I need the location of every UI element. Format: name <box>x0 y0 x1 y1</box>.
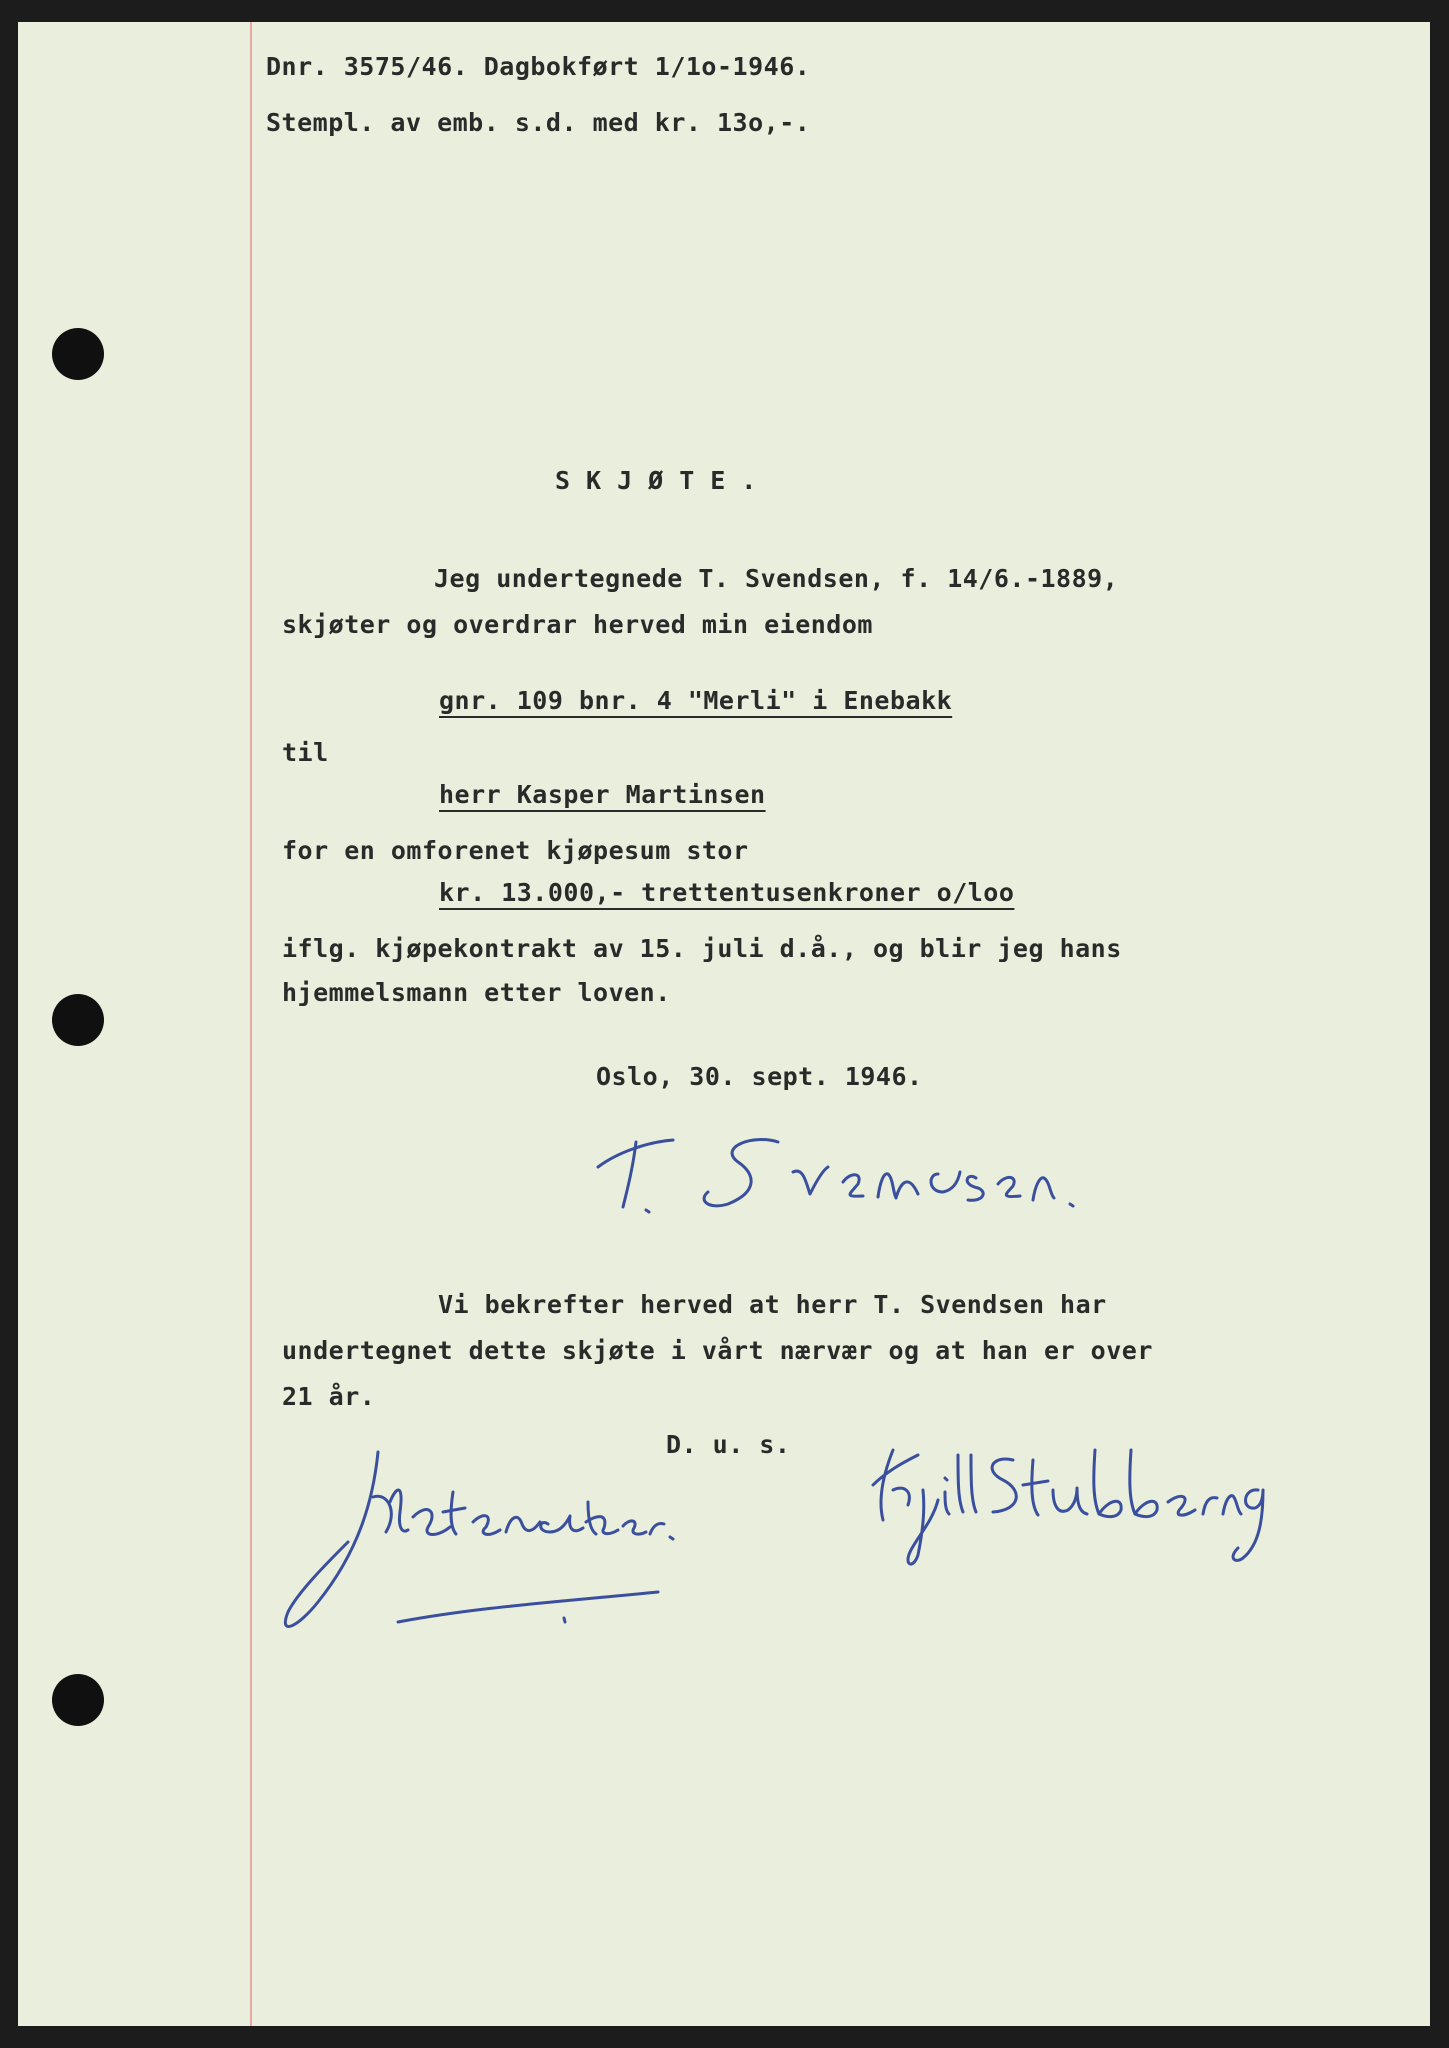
body-line: iflg. kjøpekontrakt av 15. juli d.å., og blir jeg hans <box>282 934 1122 963</box>
witness-line: 21 år. <box>282 1382 376 1411</box>
punch-hole-bottom <box>52 1674 104 1726</box>
punch-hole-middle <box>52 994 104 1046</box>
body-line: til <box>282 738 329 767</box>
body-line: skjøter og overdrar herved min eiendom <box>282 610 873 639</box>
seller-signature <box>588 1112 1108 1232</box>
witness-signature-right <box>863 1430 1263 1580</box>
witness-line: undertegnet dette skjøte i vårt nærvær og at han er over <box>282 1336 1153 1365</box>
stamp-duty-line: Stempl. av emb. s.d. med kr. 13o,-. <box>266 108 811 137</box>
witness-line: Vi bekrefter herved at herr T. Svendsen har <box>438 1290 1107 1319</box>
body-line: for en omforenet kjøpesum stor <box>282 836 749 865</box>
registration-line: Dnr. 3575/46. Dagbokført 1/1o-1946. <box>266 52 811 81</box>
margin-line <box>250 22 252 2026</box>
place-and-date: Oslo, 30. sept. 1946. <box>596 1062 923 1091</box>
body-line: hjemmelsmann etter loven. <box>282 978 671 1007</box>
punch-hole-top <box>52 328 104 380</box>
closing-abbreviation: D. u. s. <box>666 1430 791 1459</box>
body-line: Jeg undertegnede T. Svendsen, f. 14/6.-1889, <box>434 564 1119 593</box>
witness-signature-left <box>278 1442 718 1642</box>
property-designation: gnr. 109 bnr. 4 "Merli" i Enebakk <box>439 686 953 715</box>
purchase-price: kr. 13.000,- trettentusenkroner o/loo <box>439 878 1015 907</box>
buyer-name: herr Kasper Martinsen <box>439 780 766 809</box>
document-page <box>18 22 1430 2026</box>
document-title: SKJØTE. <box>555 466 773 495</box>
